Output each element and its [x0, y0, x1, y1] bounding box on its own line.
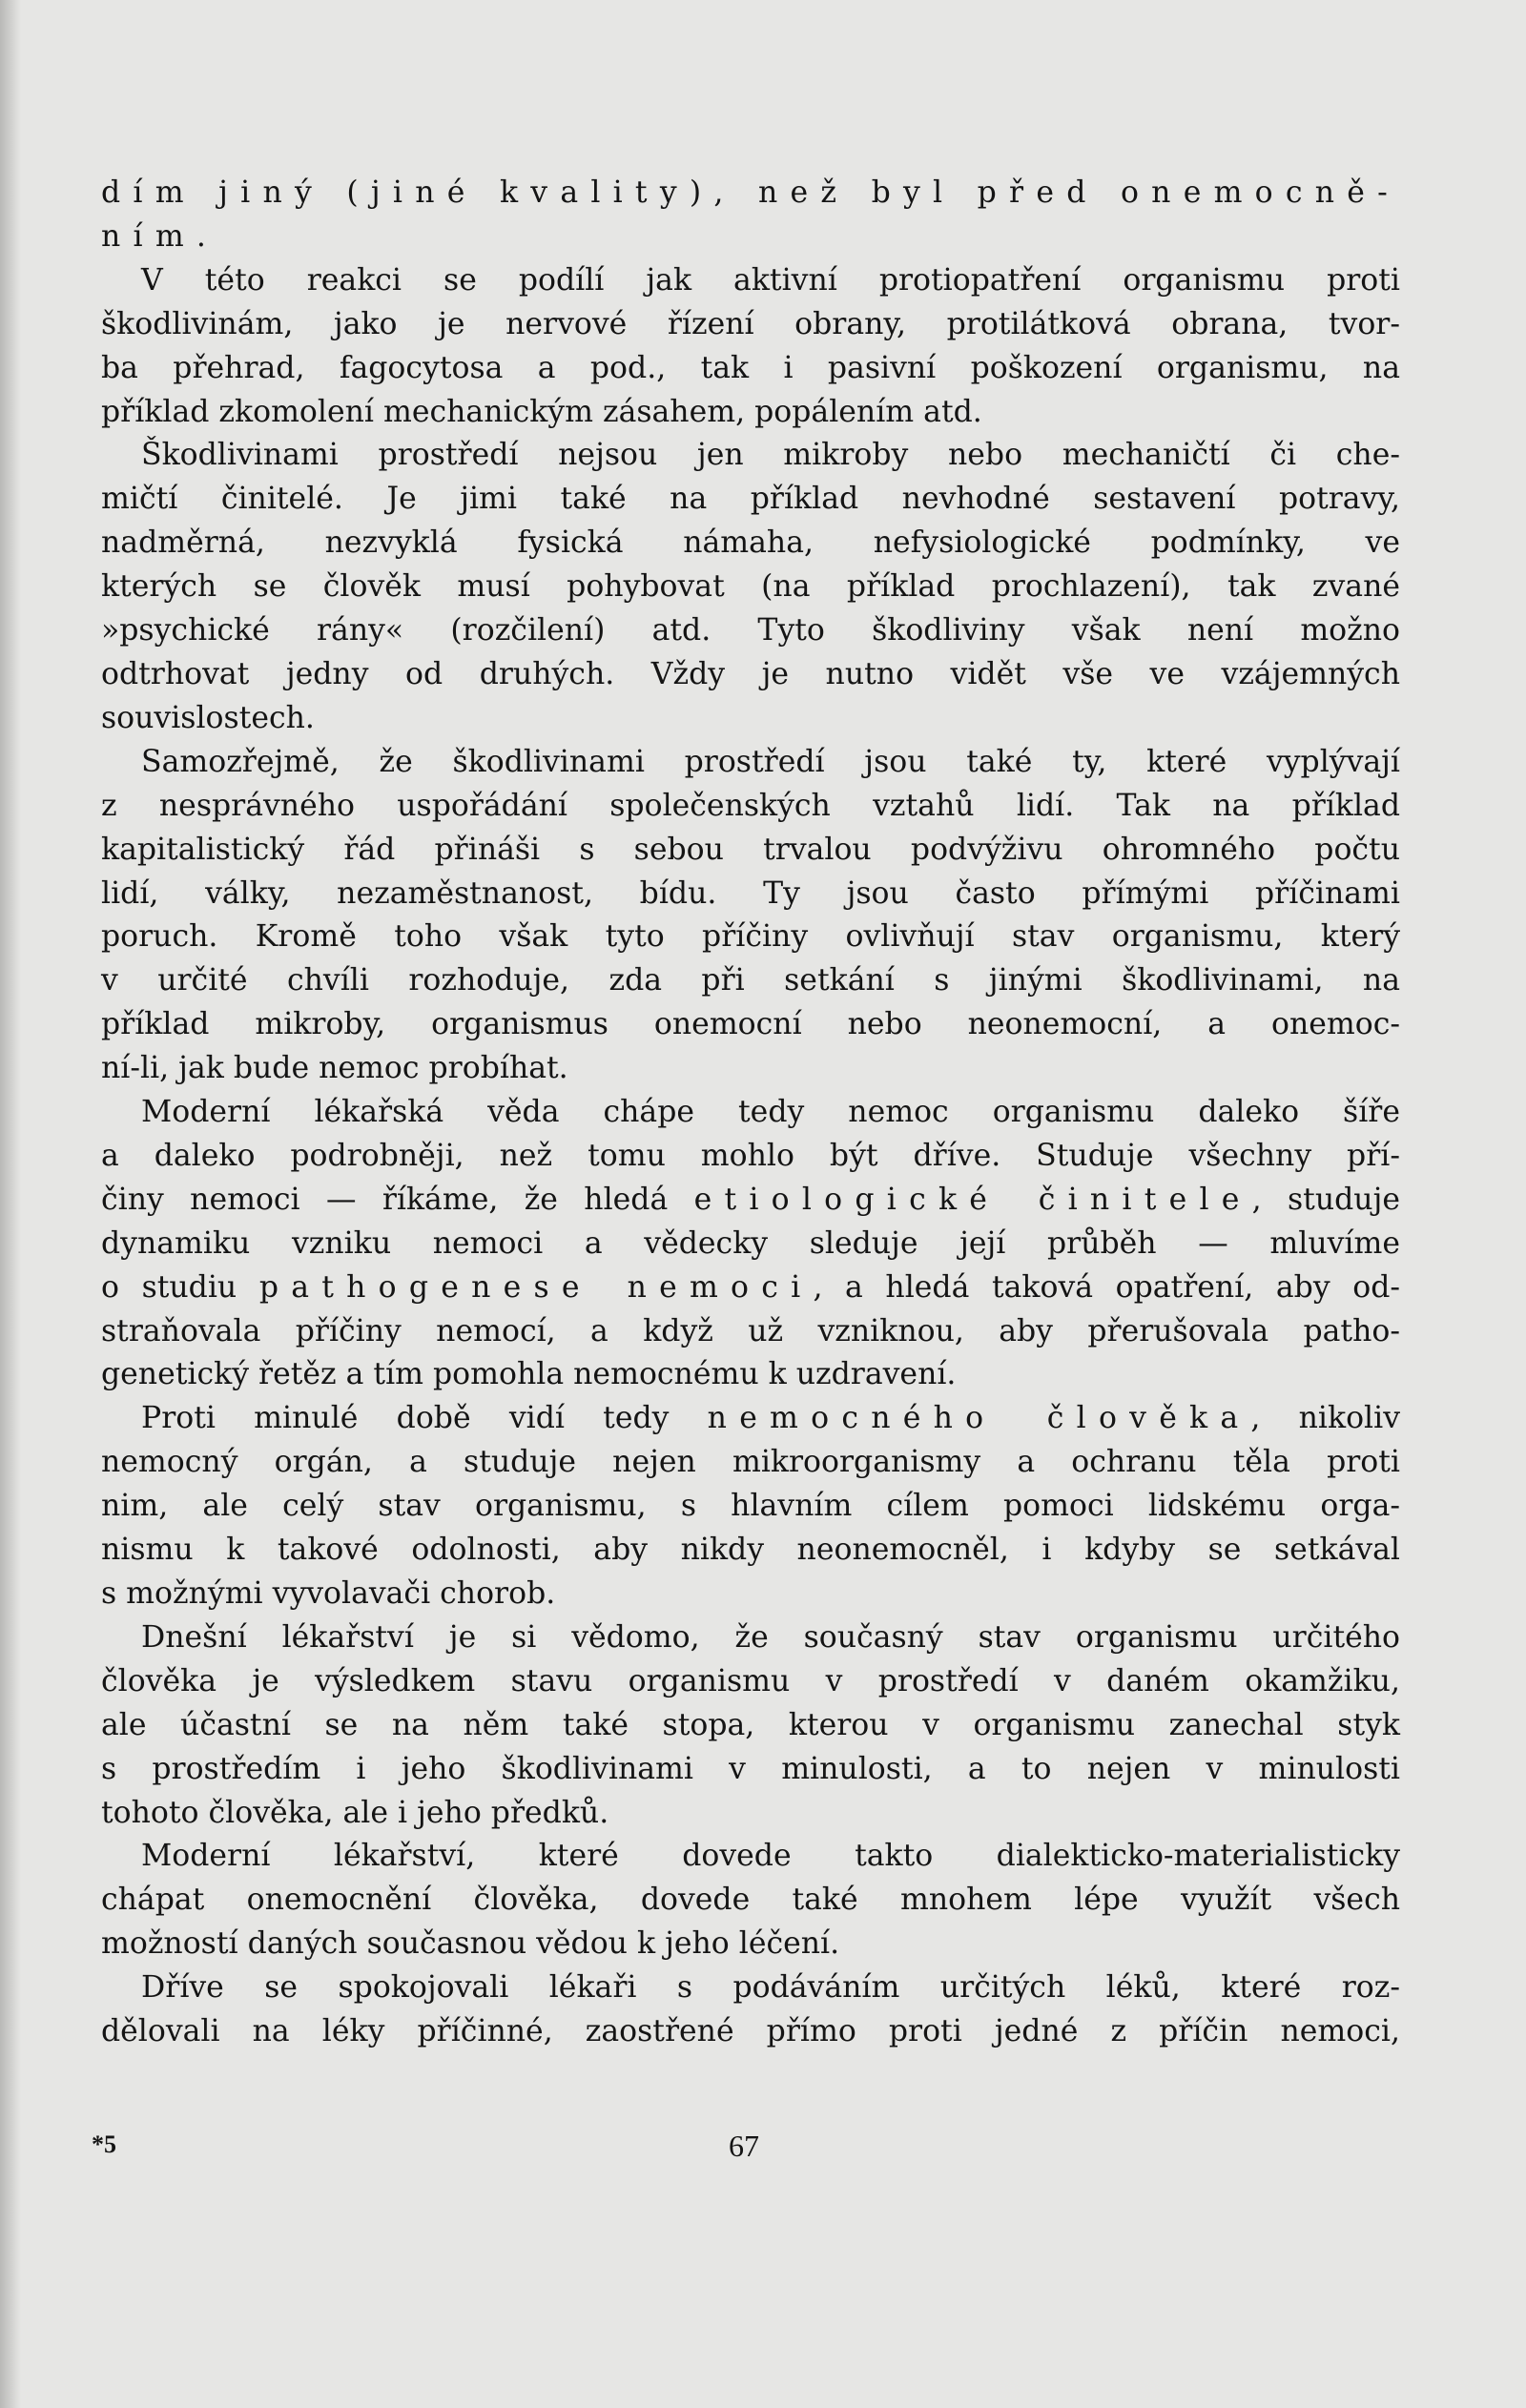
text-run: Samozřejmě, že škodlivinami prostředí jsou také ty, které vyplývají	[141, 744, 1400, 779]
text-run: ale účastní se na něm také stopa, kterou v organismu zanechal styk	[101, 1707, 1400, 1742]
text-line	[101, 697, 1400, 741]
text-line	[101, 1397, 1400, 1441]
text-run: nadměrná, nezvyklá fysická námaha, nefysiologické podmínky, ve	[101, 525, 1400, 561]
text-run: o studiu	[101, 1269, 259, 1305]
text-line	[101, 1923, 1400, 1966]
text-run: Moderní lékařství, které dovede takto dialekticko-materialisticky	[141, 1839, 1400, 1874]
paragraph	[101, 1397, 1400, 1616]
text-run: mičtí činitelé. Je jimi také na příklad nevhodné sestavení potravy,	[101, 482, 1400, 517]
text-line	[101, 1616, 1400, 1660]
text-run: , a hledá taková opatření, aby od-	[813, 1269, 1400, 1305]
text-line	[101, 1135, 1400, 1179]
text-run: V této reakci se podílí jak aktivní protiopatření organismu proti	[141, 262, 1400, 298]
emphasized-spaced-text: pathogenese nemoci	[258, 1269, 814, 1305]
text-run: tohoto člověka, ale i jeho předků.	[101, 1795, 609, 1830]
paragraph	[101, 1616, 1400, 1836]
text-line	[101, 1660, 1400, 1704]
text-line	[101, 434, 1400, 478]
text-line	[101, 1223, 1400, 1266]
text-line	[101, 566, 1400, 609]
text-run: škodlivinám, jako je nervové řízení obrany, protilátková obrana, tvor-	[101, 306, 1400, 341]
text-line	[101, 1966, 1400, 2010]
text-run: v určité chvíli rozhoduje, zda při setkání s jinými škodlivinami, na	[101, 963, 1400, 998]
text-line	[101, 873, 1400, 916]
text-run: ba přehrad, fagocytosa a pod., tak i pasivní poškození organismu, na	[101, 350, 1400, 385]
text-line	[101, 1310, 1400, 1354]
emphasized-spaced-text: dím jiný (jiné kvality), než byl před onemocně-	[101, 175, 1400, 210]
text-run: Škodlivinami prostředí nejsou jen mikroby nebo mechaničtí či che-	[141, 438, 1400, 473]
emphasized-spaced-text: ním.	[101, 218, 219, 254]
text-line	[101, 172, 1400, 216]
text-line	[101, 1003, 1400, 1047]
text-run: Moderní lékařská věda chápe tedy nemoc organismu daleko šíře	[141, 1095, 1400, 1130]
body-text	[101, 172, 1400, 2054]
text-run: Proti minulé době vidí tedy	[141, 1401, 708, 1436]
text-line	[101, 1879, 1400, 1923]
text-line	[101, 391, 1400, 435]
text-run: kapitalistický řád přináši s sebou trvalou podvýživu ohromného počtu	[101, 832, 1400, 867]
text-line	[101, 741, 1400, 785]
text-run: s možnými vyvolavači chorob.	[101, 1576, 556, 1611]
paragraph	[101, 1835, 1400, 1966]
text-line	[101, 609, 1400, 653]
text-line	[101, 478, 1400, 522]
text-line	[101, 216, 1400, 259]
signature-mark: *5	[92, 2130, 116, 2158]
text-line	[101, 2010, 1400, 2054]
paragraph	[101, 1966, 1400, 2054]
text-run: poruch. Kromě toho však tyto příčiny ovlivňují stav organismu, který	[101, 919, 1400, 955]
text-run: ní-li, jak bude nemoc probíhat.	[101, 1051, 568, 1086]
text-line	[101, 653, 1400, 697]
text-run: dělovali na léky příčinné, zaostřené přímo proti jedné z příčin nemoci,	[101, 2014, 1400, 2049]
text-run: z nesprávného uspořádání společenských vztahů lidí. Tak na příklad	[101, 788, 1400, 823]
paragraph	[101, 434, 1400, 740]
text-run: straňovala příčiny nemocí, a když už vzniknou, aby přerušovala patho-	[101, 1313, 1400, 1348]
text-line	[101, 1748, 1400, 1792]
emphasized-spaced-text: etiologické činitele	[693, 1182, 1252, 1217]
text-line	[101, 1485, 1400, 1529]
text-run: dynamiku vzniku nemoci a vědecky sleduje její průběh — mluvíme	[101, 1225, 1400, 1261]
text-run: možností daných současnou vědou k jeho léčení.	[101, 1926, 840, 1962]
text-line	[101, 259, 1400, 303]
text-line	[101, 1573, 1400, 1616]
emphasized-spaced-text: nemocného člověka	[707, 1401, 1251, 1436]
paragraph	[101, 259, 1400, 435]
text-run: nim, ale celý stav organismu, s hlavním cílem pomoci lidskému orga-	[101, 1489, 1400, 1524]
text-line	[101, 1704, 1400, 1748]
text-run: příklad zkomolení mechanickým zásahem, popálením atd.	[101, 394, 982, 429]
text-run: nemocný orgán, a studuje nejen mikroorganismy a ochranu těla proti	[101, 1445, 1400, 1480]
text-line	[101, 1179, 1400, 1223]
text-line	[101, 1792, 1400, 1836]
text-line	[101, 1529, 1400, 1573]
text-run: s prostředím i jeho škodlivinami v minulosti, a to nejen v minulosti	[101, 1751, 1400, 1786]
text-run: lidí, války, nezaměstnanost, bídu. Ty jsou často přímými příčinami	[101, 875, 1400, 911]
paragraph	[101, 1091, 1400, 1397]
text-line	[101, 1835, 1400, 1879]
text-line	[101, 785, 1400, 829]
text-run: souvislostech.	[101, 700, 315, 735]
text-line	[101, 347, 1400, 391]
text-line	[101, 959, 1400, 1003]
text-line	[101, 1441, 1400, 1485]
page-number: 67	[729, 2129, 759, 2163]
text-line	[101, 916, 1400, 959]
text-run: příklad mikroby, organismus onemocní nebo neonemocní, a onemoc-	[101, 1007, 1400, 1042]
text-run: chápat onemocnění člověka, dovede také mnohem lépe využít všech	[101, 1883, 1400, 1918]
paragraph	[101, 741, 1400, 1091]
text-run: , studuje	[1251, 1182, 1400, 1217]
text-line	[101, 522, 1400, 566]
text-run: Dříve se spokojovali lékaři s podáváním určitých léků, které roz-	[141, 1970, 1400, 2006]
page-edge-shadow	[0, 0, 21, 2408]
text-run: člověka je výsledkem stavu organismu v prostředí v daném okamžiku,	[101, 1663, 1400, 1698]
text-run: odtrhovat jedny od druhých. Vždy je nutno vidět vše ve vzájemných	[101, 656, 1400, 691]
text-line	[101, 303, 1400, 347]
text-run: genetický řetěz a tím pomohla nemocnému k uzdravení.	[101, 1357, 957, 1392]
text-run: , nikoliv	[1250, 1401, 1400, 1436]
paragraph	[101, 172, 1400, 259]
text-run: činy nemoci — říkáme, že hledá	[101, 1182, 694, 1217]
text-run: kterých se člověk musí pohybovat (na příklad prochlazení), tak zvané	[101, 569, 1400, 605]
text-line	[101, 1091, 1400, 1135]
text-line	[101, 1266, 1400, 1310]
text-line	[101, 829, 1400, 873]
text-line	[101, 1353, 1400, 1397]
text-run: nismu k takové odolnosti, aby nikdy neonemocněl, i kdyby se setkával	[101, 1533, 1400, 1568]
text-run: Dnešní lékařství je si vědomo, že současný stav organismu určitého	[141, 1619, 1400, 1655]
text-line	[101, 1047, 1400, 1091]
text-run: a daleko podrobněji, než tomu mohlo být dříve. Studuje všechny pří-	[101, 1138, 1400, 1173]
text-run: »psychické rány« (rozčilení) atd. Tyto škodliviny však není možno	[101, 613, 1400, 648]
